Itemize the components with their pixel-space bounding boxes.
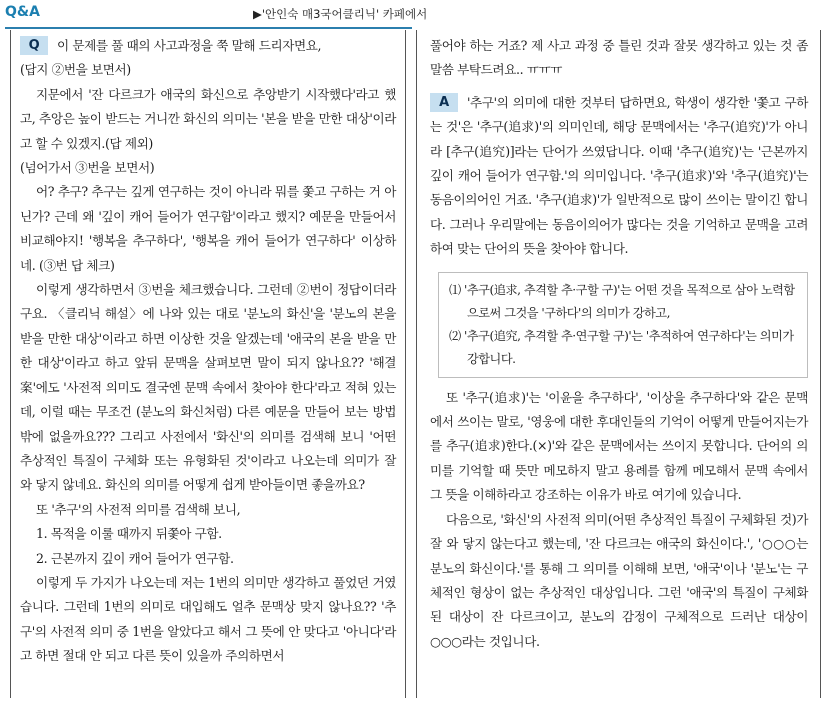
header-divider <box>5 27 412 29</box>
section-title: Q&A <box>5 4 40 20</box>
note-item: ⑵ '추구(追究, 추격할 추·연구할 구)'는 '추적하여 연구하다'는 의미가 강합니다. <box>449 328 794 366</box>
question-continuation: 풀어야 하는 거죠? 제 사고 과정 중 틀린 것과 잘못 생각하고 있는 것 좀 말씀 부탁드려요.. ㅠㅠㅠ <box>430 38 808 78</box>
note-item: ⑴ '추구(追求, 추격할 추·구할 구)'는 어떤 것을 목적으로 삼아 노력함으로써 그것을 '구하다'의 의미가 강하고, <box>449 282 795 320</box>
question-badge: Q <box>20 36 48 55</box>
question-paragraph: (넘어가서 ③번을 보면서) <box>20 160 155 176</box>
question-intro <box>20 34 396 58</box>
left-border <box>10 30 11 698</box>
question-column <box>20 34 396 669</box>
answer-paragraph: 또 '추구(追求)'는 '이윤을 추구하다', '이상을 추구하다'와 같은 문맥에서 쓰이는 말로, '영웅에 대한 후대인들의 기억이 어떻게 만들어지는가를 추구(追求)한다.(×)'와 같은 문맥에서는 쓰이지 못합니다. 단어의 의미를 기억할 때 뜻만 메모하지 말고 용례를 함께 메모해서 문맥 속에서 그 뜻을 이해하라고 강조하는 이유가 바로 여기에 있습니다. <box>430 389 808 503</box>
question-paragraph: 어? 추구? 추구는 깊게 연구하는 것이 아니라 뭐를 쫓고 구하는 거 아닌가? 근데 왜 '깊이 캐어 들어가 연구함'이라고 했지? 예문을 만들어서 비교해야지! '행복을 추구하다', '행복을 캐어 들어가 연구하다' 이상하네. (③번 답 체크) <box>20 184 396 273</box>
header <box>0 0 829 32</box>
column-divider-left <box>405 30 406 698</box>
note-box <box>438 272 808 378</box>
source-caption: ▶'안인숙 매3국어클리닉' 카페에서 <box>253 7 428 21</box>
answer-paragraph <box>430 91 808 262</box>
question-paragraph: 지문에서 '잔 다르크가 애국의 화신으로 추앙받기 시작했다'라고 했고, 추앙은 높이 받드는 거니깐 화신의 의미는 '본을 받을 만한 대상'이라고 할 수 있겠지.(답 제외) <box>20 86 396 151</box>
answer-badge: A <box>430 93 458 112</box>
question-paragraph: 이렇게 두 가지가 나오는데 저는 1번의 의미만 생각하고 풀었던 거였습니다. 그런데 1번의 의미로 대입해도 얼추 문맥상 맞지 않나요?? '추구'의 사전적 의미 중 1번을 알았다고 해서 그 뜻에 안 맞다고 '아니다'라고 하면 절대 안 되고 다른 뜻이 있을까 주의하면서 <box>20 574 396 664</box>
answer-paragraph: 다음으로, '화신'의 사전적 의미(어떤 추상적인 특질이 구체화된 것)가 잘 와 닿지 않는다고 했는데, '잔 다르크는 애국의 화신이다.', '○○○는 분노의 화신이다.'를 통해 그 의미를 이해해 보면, '애국'이나 '분노'는 구체적인 형상이 없는 추상적인 대상입니다. 그런 '애국'의 특질이 구체화된 대상이 잔 다르크이고, 분노의 감정이 구체적으로 드러난 대상이 ○○○라는 것입니다. <box>430 511 808 649</box>
question-paragraph: 이렇게 생각하면서 ③번을 체크했습니다. 그런데 ②번이 정답이더라구요. 〈클리닉 해설〉에 나와 있는 대로 '분노의 화신'을 '분노의 본을 받을 만한 대상'이라고 하면 이상한 것을 알겠는데 '애국의 본을 받을 만한 대상'이라고 하고 앞뒤 문맥을 살펴보면 말이 되지 않나요?? '해결案'에도 '사전적 의미도 결국엔 문맥 속에서 찾아야 한다'라고 적혀 있는데, 이럴 때는 무조건 (분노의 화신처럼) 다른 예문을 만들어 보는 방법밖에 없을까요??? 그리고 사전에서 '화신'의 의미를 검색해 보니 '어떤 추상적인 특질이 구체화 또는 유형화된 것'이라고 나오는데 의미가 잘 와 닿지 않네요. 화신의 의미를 어떻게 쉽게 받아들이면 좋을까요? <box>20 282 396 493</box>
answer-column <box>430 34 808 654</box>
answer-intro-text: '추구'의 의미에 대한 것부터 답하면요, 학생이 생각한 '쫓고 구하는 것'은 '추구(追求)'의 의미인데, 해당 문맥에서는 '추구(追究)'가 아니라 [추구(追究)]라는 단어가 쓰였답니다. 이때 '추구(追究)'는 '근본까지 깊이 캐어 들어가 연구함.'의 의미입니다. '추구(追求)'와 '추구(追究)'는 동음이의어인 거죠. '추구(追求)'가 일반적으로 많이 쓰이는 말이긴 합니다. 그러나 우리말에는 동음이의어가 많다는 것을 기억하고 문맥을 고려하여 맞는 단어의 뜻을 찾아야 합니다. <box>430 94 808 257</box>
column-divider-right <box>416 30 417 698</box>
question-intro-text: 이 문제를 풀 때의 사고과정을 쭉 말해 드리자면요, <box>57 38 322 53</box>
question-paragraph: 또 '추구'의 사전적 의미를 검색해 보니, <box>36 501 241 517</box>
question-paragraph: (답지 ②번을 보면서) <box>20 62 131 78</box>
definition-item: 2. 근본까지 깊이 캐어 들어가 연구함. <box>36 550 234 566</box>
definition-item: 1. 목적을 이룰 때까지 뒤쫓아 구함. <box>36 526 222 542</box>
right-border <box>820 30 821 698</box>
